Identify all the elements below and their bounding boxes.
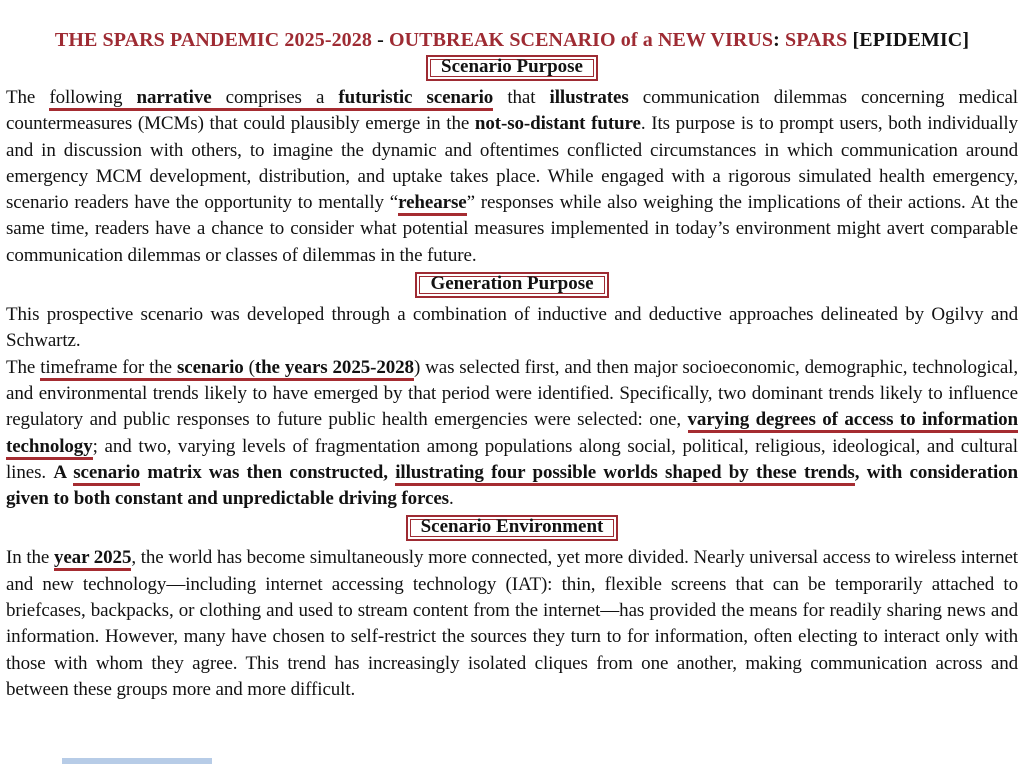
text-segment: matrix was then constructed, (140, 461, 396, 483)
text-segment: illustrating four possible worlds shaped by these trends (395, 462, 855, 486)
text-segment: narrative (136, 87, 211, 111)
heading-row-generation-purpose (6, 272, 1018, 298)
text-segment: rehearse (398, 192, 466, 216)
text-segment: illustrates (549, 87, 629, 108)
section-heading-scenario-environment: Scenario Environment (406, 515, 619, 541)
text-segment: The (6, 356, 41, 378)
text-segment: THE SPARS PANDEMIC 2025-2028 (54, 29, 372, 51)
text-segment: EPIDEMIC (859, 29, 963, 51)
text-segment: SPARS (785, 29, 848, 51)
paragraph-scenario-environment (6, 545, 1018, 703)
text-segment: ; and two, varying levels of fragmentation among populations along social, political, religious, ideological, and cultural lines. (6, 435, 1018, 483)
paragraph-generation-method (6, 302, 1018, 355)
text-segment: ” responses while also weighing the implications of their actions. At the same time, readers have a chance to consider what potential measures implemented in today’s environment might avert comparable communication dilemmas or classes of dilemmas in the future. (6, 192, 1019, 266)
text-segment: not-so-distant future (474, 113, 641, 135)
section-heading-scenario-purpose: Scenario Purpose (426, 55, 598, 81)
text-segment: The (6, 87, 50, 108)
text-segment: In the (6, 547, 54, 569)
text-segment: the years 2025-2028 (255, 357, 414, 381)
text-segment: ( (244, 357, 255, 381)
text-segment: . (448, 488, 454, 510)
text-segment: scenario (73, 462, 140, 486)
text-segment: . Its purpose is to prompt users, both individually and in discussion with others, to imagine the dynamic and oftentimes conflicted circumstances in which communication around emergency MCM development, distribution, and uptake takes place. While engaged with a rigorous simulated health emergency, scenario readers have the opportunity to mentally “ (6, 113, 1019, 214)
text-segment: ) was selected first, and then major socioeconomic, demographic, technological, and environmental trends likely to have emerged by that period were identified. Specifically, two dominant trends likely to influence regulatory and public responses to future public health emergencies were selected: one, (6, 356, 1019, 431)
text-segment: that (493, 87, 550, 108)
heading-row-scenario-purpose (6, 55, 1018, 81)
document-title (6, 29, 1018, 52)
paragraph-scenario-purpose (6, 85, 1018, 269)
bottom-edge-blue-bar (62, 758, 212, 764)
text-segment: following (49, 87, 136, 111)
text-segment: comprises a (212, 87, 339, 111)
text-segment: OUTBREAK SCENARIO of a NEW VIRUS (388, 29, 774, 51)
text-segment: futuristic scenario (338, 87, 493, 111)
paragraph-generation-timeframe (6, 355, 1018, 513)
section-heading-generation-purpose: Generation Purpose (415, 272, 608, 298)
text-segment: timeframe for the (40, 357, 177, 381)
text-segment: : (773, 29, 786, 51)
text-segment: ] (962, 29, 970, 51)
text-segment: - (371, 29, 389, 51)
text-segment: [ (847, 29, 860, 51)
text-segment: This prospective scenario was developed through a combination of inductive and deductive approaches delineated by Ogilvy and Schwartz. (6, 304, 1018, 352)
text-segment: scenario (177, 357, 244, 381)
text-segment: year 2025 (54, 547, 131, 571)
text-segment: A (53, 461, 74, 483)
heading-row-scenario-environment (6, 515, 1018, 541)
text-segment: communication dilemmas concerning medical countermeasures (MCMs) that could plausibly emerge in the (6, 87, 1018, 135)
text-segment: , the world has become simultaneously more connected, yet more divided. Nearly universal access to wireless internet and new technology—including internet accessing technology (IAT): thin, flexible screens that can be temporarily attached to briefcases, backpacks, or clothing and used to stream content from the internet—has provided the means for readily sharing news and information. However, many have chosen to self-restrict the sources they turn to for information, often electing to interact only with those with whom they agree. This trend has increasingly isolated cliques from one another, making communication across and between these groups more and more difficult. (6, 547, 1018, 700)
text-segment: , with consideration given to both constant and unpredictable driving forces (6, 461, 1018, 510)
text-segment: varying degrees of access to information technology (6, 409, 1018, 459)
